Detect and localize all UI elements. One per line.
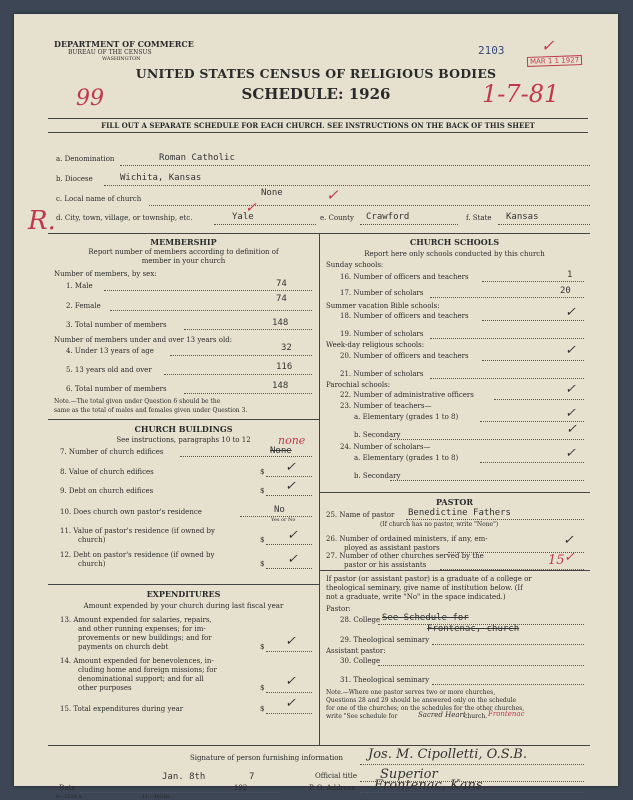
q26-label: 26. Number of ordained ministers, if any, em- [326, 535, 488, 543]
official-title-value: Superior [380, 767, 438, 782]
graduate-instructions: not a graduate, write "No" in the space indicated.) [326, 593, 506, 601]
bureau-label: BUREAU OF THE CENSUS [68, 49, 152, 56]
q14-label: 14. Amount expended for benevolences, in- [60, 657, 214, 665]
q3-value: 148 [272, 318, 289, 328]
signature-label: Signature of person furnishing information [190, 754, 344, 762]
assistant-sublabel: Assistant pastor: [326, 647, 386, 655]
q1-value: 74 [276, 279, 287, 289]
city-label: d. City, town, village, or township, etc. [56, 214, 193, 222]
q14-label: denominational support; and for all [78, 675, 204, 683]
check-mark: ✓ [565, 305, 576, 320]
check-mark: ✓ [245, 200, 257, 216]
check-mark: ✓ [565, 343, 576, 358]
q7-label: 7. Number of church edifices [60, 448, 164, 456]
q5-value: 116 [276, 362, 293, 372]
q14-label: other purposes [78, 684, 132, 692]
state-value: Kansas [506, 212, 539, 222]
q17-value: 20 [560, 286, 571, 296]
local-name-value: None [261, 188, 283, 198]
dollar-sign: $ [260, 643, 265, 651]
check-mark: ✓ [541, 36, 555, 55]
buildings-heading: CHURCH BUILDINGS [134, 424, 233, 434]
q26-label: ployed as assistant pastors [344, 544, 440, 552]
check-mark: ✓ [563, 533, 574, 548]
check-mark: ✓ [565, 382, 576, 397]
city-label: WASHINGTON [102, 56, 141, 62]
pastor-sublabel: Pastor: [326, 605, 351, 613]
county-label: e. County [320, 214, 354, 222]
signature-value: Jos. M. Cipolletti, O.S.B. [368, 747, 527, 762]
check-mark: ✓ [564, 550, 575, 565]
check-mark: ✓ [285, 479, 296, 494]
department-label: DEPARTMENT OF COMMERCE [54, 39, 194, 49]
q8-label: 8. Value of church edifices [60, 468, 154, 476]
q1-label: 1. Male [66, 282, 93, 290]
q16-label: 16. Number of officers and teachers [340, 273, 469, 281]
q10-note: Yes or No [271, 517, 296, 523]
q12-label: church) [78, 560, 106, 568]
graduate-instructions: theological seminary, give name of institution below. (If [326, 584, 523, 592]
by-sex-label: Number of members, by sex: [54, 270, 157, 278]
q12-label: 12. Debt on pastor's residence (if owned by [60, 551, 215, 559]
dollar-sign: $ [260, 684, 265, 692]
schedule-title: SCHEDULE: 1926 [241, 85, 391, 103]
check-mark: ✓ [285, 634, 296, 649]
red-number-left: 99 [76, 86, 104, 111]
dollar-sign: $ [260, 536, 265, 544]
q23-label: 23. Number of teachers— [340, 402, 432, 410]
buildings-subheading: See instructions, paragraphs 10 to 12 [116, 436, 251, 444]
denomination-value: Roman Catholic [159, 153, 235, 163]
dollar-sign: $ [260, 560, 265, 568]
q24b-label: b. Secondary [354, 472, 401, 480]
check-mark: ✓ [287, 528, 298, 543]
parochial-label: Parochial schools: [326, 381, 391, 389]
membership-intro: member in your church [141, 257, 226, 265]
q20-label: 20. Number of officers and teachers [340, 352, 469, 360]
q11-label: church) [78, 536, 106, 544]
date-value: Jan. 8th [162, 772, 206, 782]
q27-label: 27. Number of other churches served by the [326, 552, 484, 560]
q21-label: 21. Number of scholars [340, 370, 424, 378]
q31-label: 31. Theological seminary [340, 676, 430, 684]
q4-value: 32 [281, 343, 292, 353]
pastor-note: Note.—Where one pastor serves two or more churches, [326, 689, 496, 696]
q24-label: 24. Number of scholars— [340, 443, 431, 451]
year-digit: 7 [249, 772, 255, 782]
check-mark: ✓ [285, 674, 296, 689]
q22-label: 22. Number of administrative officers [340, 391, 474, 399]
expenditures-heading: EXPENDITURES [146, 589, 221, 599]
q6-label: 6. Total number of members [66, 385, 167, 393]
q11-label: 11. Value of pastor's residence (if owned by [60, 527, 215, 535]
form-title: UNITED STATES CENSUS OF RELIGIOUS BODIES [135, 66, 497, 81]
expenditures-subheading: Amount expended by your church during last fiscal year [83, 602, 284, 610]
received-stamp: MAR 1 1 1927 [527, 55, 582, 67]
document-number: 2103 [478, 44, 505, 57]
diocese-label: b. Diocese [56, 175, 93, 183]
po-address-label: P. O. Address [309, 784, 356, 792]
dollar-sign: $ [260, 468, 265, 476]
q13-label: payments on church debt [78, 643, 169, 651]
check-mark: ✓ [285, 696, 296, 711]
q28-label: 28. College [340, 616, 381, 624]
print-number: 11—9054b [142, 794, 170, 800]
schools-intro: Report here only schools conducted by this church [364, 250, 545, 258]
q27-label: pastor or his assistants [344, 561, 427, 569]
membership-intro: Report number of members according to definition of [88, 248, 279, 256]
schools-heading: CHURCH SCHOOLS [409, 237, 500, 247]
q7-typed-value: None [270, 446, 292, 456]
check-mark: ✓ [565, 406, 576, 421]
po-address-value: Frontenac, Kans. [374, 778, 487, 793]
pastor-note: Questions 28 and 29 should be answered only on the schedule [326, 697, 517, 704]
pastor-note: write "See schedule for [326, 713, 398, 720]
red-margin-mark: R. [28, 206, 56, 236]
date-label: Date [59, 784, 76, 792]
pastor-note-handwritten: Frontenac [488, 710, 525, 718]
q23a-label: a. Elementary (grades 1 to 8) [354, 413, 459, 421]
q24a-label: a. Elementary (grades 1 to 8) [354, 454, 459, 462]
q2-label: 2. Female [66, 302, 101, 310]
q13-label: and other running expenses; for im- [78, 625, 206, 633]
q25-value: Benedictine Fathers [408, 508, 511, 518]
q2-value: 74 [276, 294, 287, 304]
q13-label: provements or new buildings; and for [78, 634, 212, 642]
local-name-label: c. Local name of church [56, 195, 142, 203]
q23b-label: b. Secondary [354, 431, 401, 439]
q10-label: 10. Does church own pastor's residence [60, 508, 202, 516]
dollar-sign: $ [260, 487, 265, 495]
q29-value: Frontenac, church [427, 624, 520, 634]
q10-value: No [274, 505, 285, 515]
city-value: Yale [232, 212, 254, 222]
check-mark: ✓ [285, 460, 296, 475]
check-mark: ✓ [565, 446, 576, 461]
q5-label: 5. 13 years old and over [66, 366, 152, 374]
pastor-heading: PASTOR [436, 497, 473, 507]
q16-value: 1 [567, 270, 573, 280]
membership-note: same as the total of males and females given under Question 3. [54, 407, 248, 414]
membership-heading: MEMBERSHIP [150, 237, 217, 247]
red-number-right: 1-7-81 [482, 80, 560, 108]
check-mark: ✓ [326, 186, 339, 204]
membership-note: Note.—The total given under Question 6 should be the [54, 398, 221, 405]
q6-value: 148 [272, 381, 289, 391]
official-title-label: Official title [315, 772, 357, 780]
check-mark: ✓ [287, 552, 298, 567]
age-label: Number of members under and over 13 years old: [54, 336, 233, 344]
q25-note: (If church has no pastor, write "None") [380, 521, 499, 528]
q28-value: See Schedule for [382, 613, 469, 623]
q7-handwritten-value: none [278, 434, 306, 447]
denomination-label: a. Denomination [56, 155, 115, 163]
q15-label: 15. Total expenditures during year [60, 705, 184, 713]
dollar-sign: $ [260, 705, 265, 713]
census-form [14, 14, 618, 800]
pastor-note-handwritten: Sacred Heart [418, 711, 466, 719]
pastor-note: for one of the churches; on the schedules for the other churches, [326, 705, 525, 712]
q29-label: 29. Theological seminary [340, 636, 430, 644]
q27-value: 15 [548, 553, 565, 568]
q25-label: 25. Name of pastor [326, 511, 395, 519]
q18-label: 18. Number of officers and teachers [340, 312, 469, 320]
q19-label: 19. Number of scholars [340, 330, 424, 338]
q17-label: 17. Number of scholars [340, 289, 424, 297]
graduate-instructions: If pastor (or assistant pastor) is a graduate of a college or [326, 575, 532, 583]
pastor-note: church. [464, 713, 488, 720]
q3-label: 3. Total number of members [66, 321, 167, 329]
check-mark: ✓ [566, 422, 577, 437]
instruction-line: FILL OUT A SEPARATE SCHEDULE FOR EACH CHURCH. SEE INSTRUCTIONS ON THE BACK OF THIS SHEET [101, 121, 535, 130]
state-label: f. State [466, 214, 492, 222]
q14-label: cluding home and foreign missions; for [78, 666, 217, 674]
sunday-label: Sunday schools: [326, 261, 384, 269]
diocese-value: Wichita, Kansas [120, 173, 202, 183]
q9-label: 9. Debt on church edifices [60, 487, 154, 495]
q4-label: 4. Under 13 years of age [66, 347, 154, 355]
weekday-label: Week-day religious schools: [326, 341, 425, 349]
county-value: Crawford [366, 212, 410, 222]
form-number: 8—5518 a [56, 794, 82, 800]
q13-label: 13. Amount expended for salaries, repairs, [60, 616, 212, 624]
summer-label: Summer vacation Bible schools: [326, 302, 440, 310]
q30-label: 30. College [340, 657, 381, 665]
year-prefix: 192 [234, 784, 248, 792]
